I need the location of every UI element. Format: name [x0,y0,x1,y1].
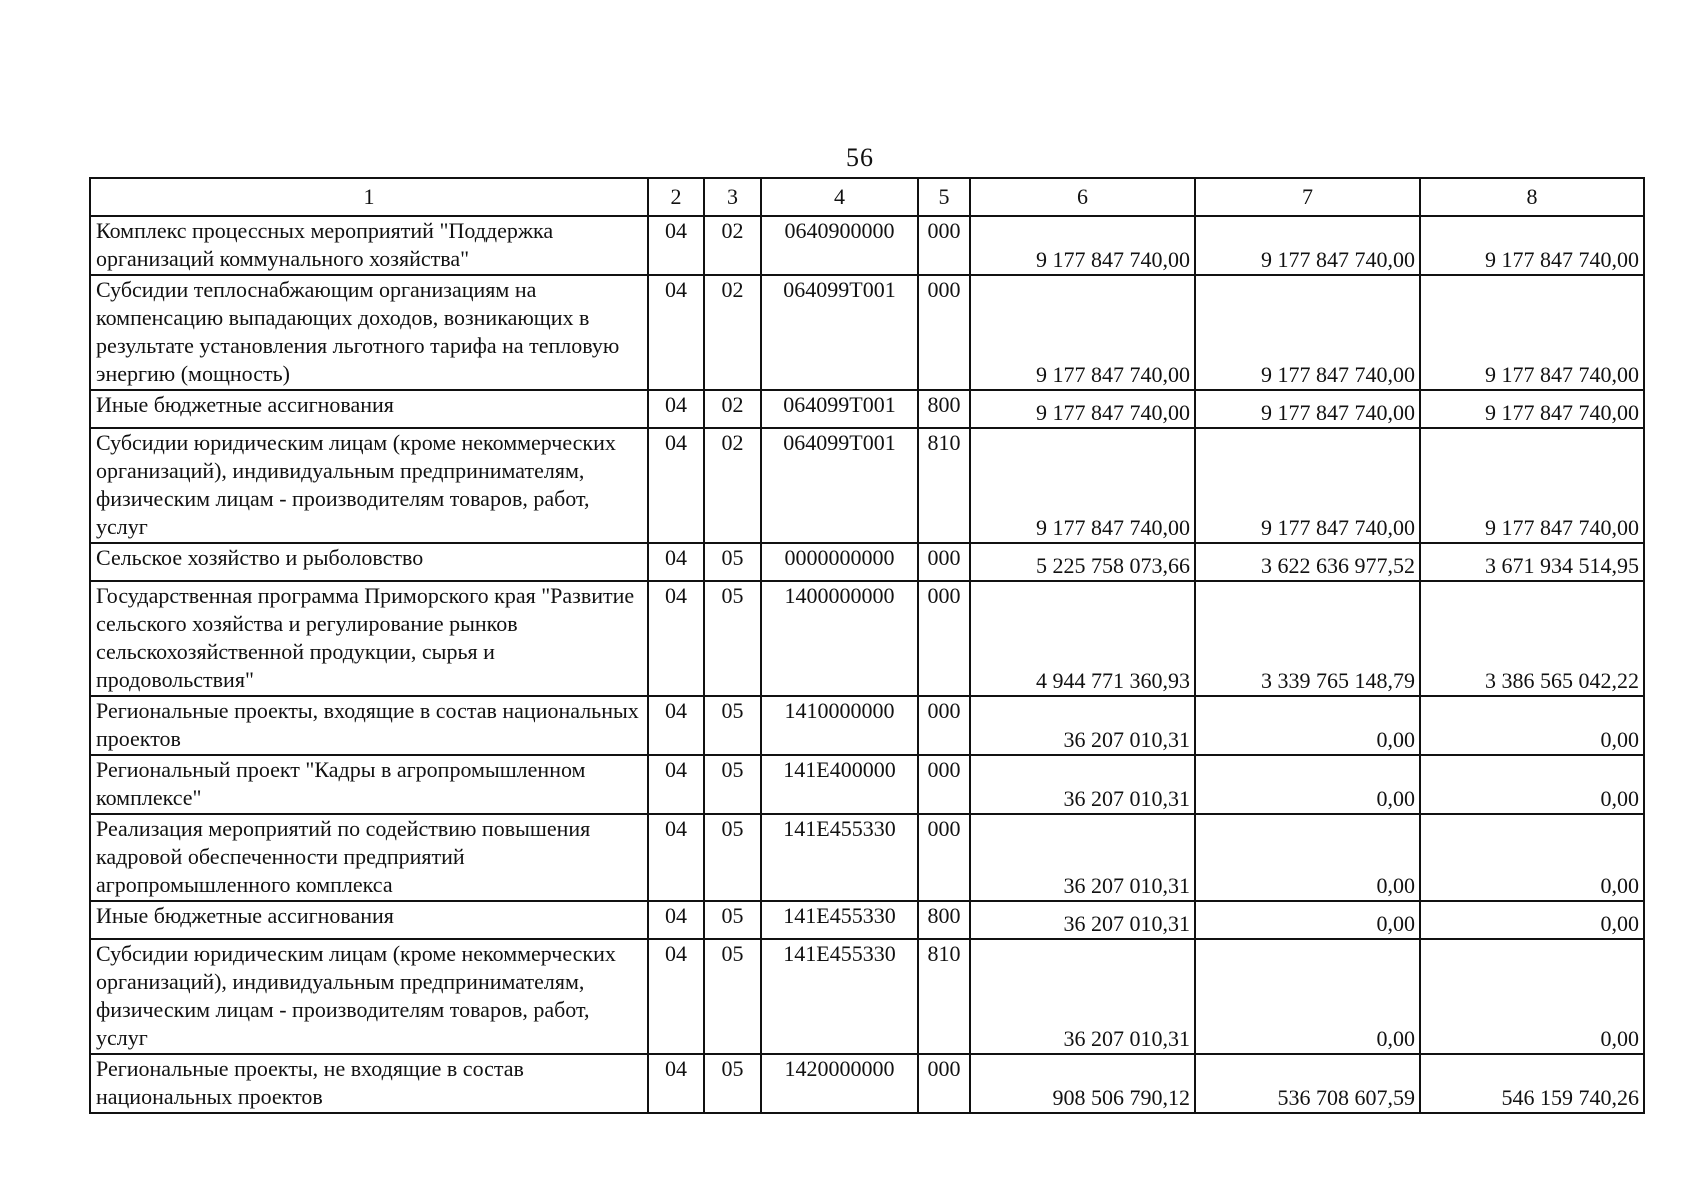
amount-year-3: 3 386 565 042,22 [1420,581,1644,696]
table-row [90,696,1644,755]
expense-type-code: 000 [918,696,970,755]
subsection-code: 02 [704,428,761,543]
target-article-code: 0640900000 [761,216,918,275]
amount-year-1: 9 177 847 740,00 [970,428,1195,543]
amount-year-1: 9 177 847 740,00 [970,216,1195,275]
amount-year-3: 0,00 [1420,755,1644,814]
expense-type-code: 800 [918,390,970,428]
column-header: 3 [704,178,761,216]
amount-year-1: 36 207 010,31 [970,939,1195,1054]
target-article-code: 064099Т001 [761,428,918,543]
section-code: 04 [648,543,704,581]
item-name: Иные бюджетные ассигнования [90,901,648,939]
amount-year-1: 4 944 771 360,93 [970,581,1195,696]
target-article-code: 0000000000 [761,543,918,581]
section-code: 04 [648,696,704,755]
amount-year-2: 3 622 636 977,52 [1195,543,1420,581]
target-article-code: 141Е455330 [761,939,918,1054]
amount-year-1: 36 207 010,31 [970,696,1195,755]
target-article-code: 141Е400000 [761,755,918,814]
target-article-code: 1400000000 [761,581,918,696]
page-number: 56 [846,143,874,172]
table-row [90,755,1644,814]
target-article-code: 1410000000 [761,696,918,755]
amount-year-2: 536 708 607,59 [1195,1054,1420,1113]
column-header: 1 [90,178,648,216]
column-header: 4 [761,178,918,216]
item-name: Субсидии юридическим лицам (кроме некоммерческих организаций), индивидуальным предпринимателям, физическим лицам - производителям товаров, работ, услуг [90,428,648,543]
amount-year-3: 0,00 [1420,901,1644,939]
table-row [90,939,1644,1054]
amount-year-3: 0,00 [1420,814,1644,901]
amount-year-1: 36 207 010,31 [970,901,1195,939]
subsection-code: 05 [704,696,761,755]
target-article-code: 141Е455330 [761,814,918,901]
subsection-code: 05 [704,581,761,696]
amount-year-2: 0,00 [1195,696,1420,755]
expense-type-code: 000 [918,275,970,390]
amount-year-1: 9 177 847 740,00 [970,390,1195,428]
table-row [90,390,1644,428]
amount-year-3: 0,00 [1420,939,1644,1054]
amount-year-1: 908 506 790,12 [970,1054,1195,1113]
amount-year-2: 0,00 [1195,901,1420,939]
table-row [90,275,1644,390]
expense-type-code: 810 [918,428,970,543]
section-code: 04 [648,814,704,901]
table-row [90,216,1644,275]
expense-type-code: 810 [918,939,970,1054]
amount-year-1: 5 225 758 073,66 [970,543,1195,581]
target-article-code: 141Е455330 [761,901,918,939]
subsection-code: 05 [704,1054,761,1113]
table-row [90,543,1644,581]
amount-year-3: 9 177 847 740,00 [1420,275,1644,390]
column-header: 5 [918,178,970,216]
expense-type-code: 000 [918,581,970,696]
subsection-code: 05 [704,939,761,1054]
subsection-code: 05 [704,543,761,581]
amount-year-2: 0,00 [1195,814,1420,901]
amount-year-1: 36 207 010,31 [970,814,1195,901]
subsection-code: 05 [704,755,761,814]
section-code: 04 [648,390,704,428]
subsection-code: 05 [704,814,761,901]
target-article-code: 1420000000 [761,1054,918,1113]
table-row [90,901,1644,939]
item-name: Государственная программа Приморского края "Развитие сельского хозяйства и регулирование рынков сельскохозяйственной продукции, сырья и продовольствия" [90,581,648,696]
item-name: Региональные проекты, входящие в состав национальных проектов [90,696,648,755]
table-row [90,814,1644,901]
section-code: 04 [648,1054,704,1113]
item-name: Субсидии теплоснабжающим организациям на компенсацию выпадающих доходов, возникающих в результате установления льготного тарифа на тепловую энергию (мощность) [90,275,648,390]
amount-year-3: 9 177 847 740,00 [1420,428,1644,543]
amount-year-1: 36 207 010,31 [970,755,1195,814]
expense-type-code: 800 [918,901,970,939]
item-name: Сельское хозяйство и рыболовство [90,543,648,581]
subsection-code: 02 [704,390,761,428]
amount-year-2: 9 177 847 740,00 [1195,390,1420,428]
section-code: 04 [648,275,704,390]
expense-type-code: 000 [918,216,970,275]
amount-year-3: 3 671 934 514,95 [1420,543,1644,581]
table-row [90,428,1644,543]
table-row [90,581,1644,696]
amount-year-1: 9 177 847 740,00 [970,275,1195,390]
item-name: Региональный проект "Кадры в агропромышленном комплексе" [90,755,648,814]
item-name: Комплекс процессных мероприятий "Поддержка организаций коммунального хозяйства" [90,216,648,275]
expense-type-code: 000 [918,814,970,901]
subsection-code: 02 [704,216,761,275]
amount-year-2: 9 177 847 740,00 [1195,428,1420,543]
item-name: Иные бюджетные ассигнования [90,390,648,428]
column-header: 8 [1420,178,1644,216]
amount-year-2: 0,00 [1195,755,1420,814]
section-code: 04 [648,755,704,814]
amount-year-3: 546 159 740,26 [1420,1054,1644,1113]
subsection-code: 02 [704,275,761,390]
budget-table [89,177,1645,1114]
item-name: Субсидии юридическим лицам (кроме некоммерческих организаций), индивидуальным предпринимателям, физическим лицам - производителям товаров, работ, услуг [90,939,648,1054]
target-article-code: 064099Т001 [761,275,918,390]
amount-year-2: 3 339 765 148,79 [1195,581,1420,696]
expense-type-code: 000 [918,1054,970,1113]
item-name: Региональные проекты, не входящие в состав национальных проектов [90,1054,648,1113]
section-code: 04 [648,428,704,543]
section-code: 04 [648,939,704,1054]
amount-year-3: 0,00 [1420,696,1644,755]
target-article-code: 064099Т001 [761,390,918,428]
item-name: Реализация мероприятий по содействию повышения кадровой обеспеченности предприятий агропромышленного комплекса [90,814,648,901]
amount-year-2: 0,00 [1195,939,1420,1054]
expense-type-code: 000 [918,755,970,814]
section-code: 04 [648,581,704,696]
column-header: 6 [970,178,1195,216]
amount-year-2: 9 177 847 740,00 [1195,216,1420,275]
expense-type-code: 000 [918,543,970,581]
column-header: 7 [1195,178,1420,216]
amount-year-3: 9 177 847 740,00 [1420,216,1644,275]
table-header-row [90,178,1644,216]
amount-year-3: 9 177 847 740,00 [1420,390,1644,428]
table-row [90,1054,1644,1113]
column-header: 2 [648,178,704,216]
subsection-code: 05 [704,901,761,939]
amount-year-2: 9 177 847 740,00 [1195,275,1420,390]
section-code: 04 [648,216,704,275]
section-code: 04 [648,901,704,939]
